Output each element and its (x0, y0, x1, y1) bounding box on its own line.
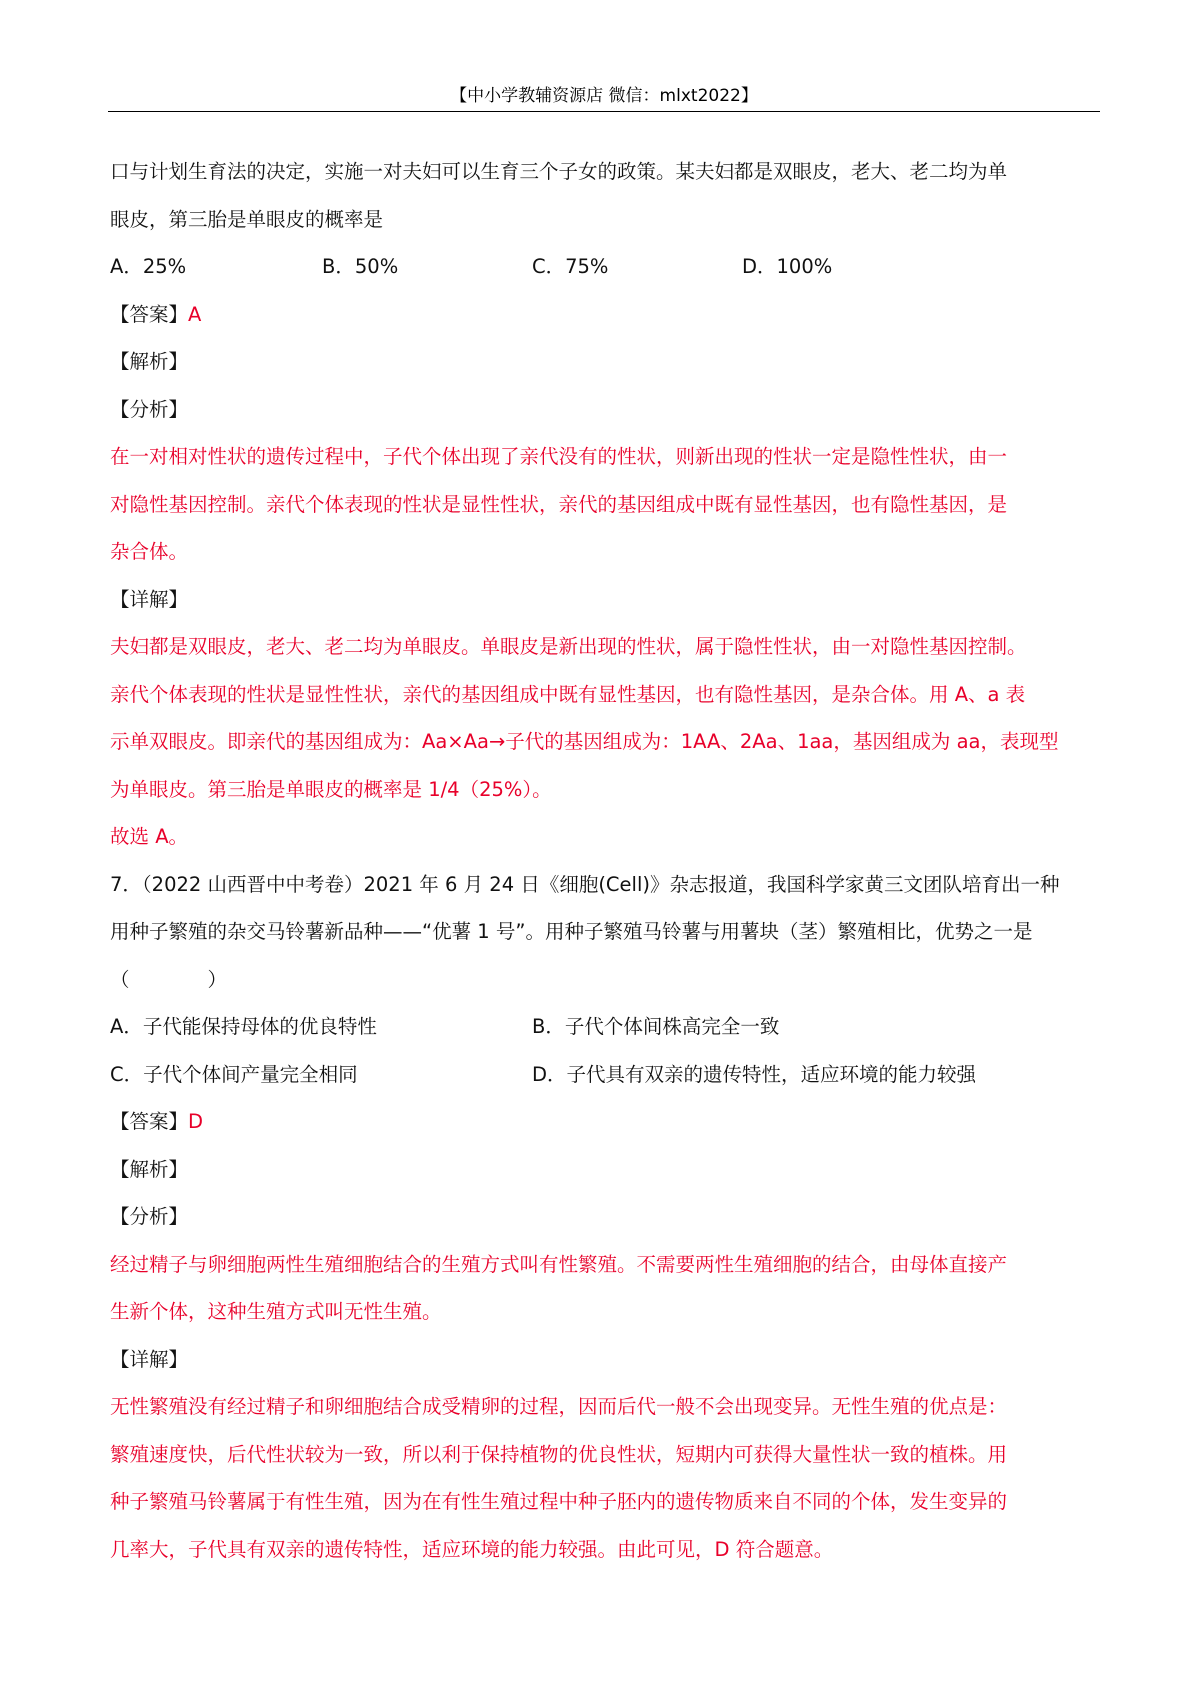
q6-xiangjie-line: 示单双眼皮。即亲代的基因组成为：Aa×Aa→子代的基因组成为：1AA、2Aa、1aa，基因组成为 aa，表现型 (110, 730, 1059, 753)
q7-options-row2 (110, 1051, 1100, 1099)
q6-options (110, 243, 1100, 291)
q6-fenxi-line: 对隐性基因控制。亲代个体表现的性状是显性性状，亲代的基因组成中既有显性基因，也有隐性基因，是 (110, 492, 1008, 516)
q7-xiangjie-line: 几率大，子代具有双亲的遗传特性，适应环境的能力较强。由此可见，D 符合题意。 (110, 1537, 834, 1561)
q7-fenxi-line: 经过精子与卵细胞两性生殖细胞结合的生殖方式叫有性繁殖。不需要两性生殖细胞的结合，由母体直接产 (110, 1252, 1008, 1276)
q7-stem-line: 7．（2022 山西晋中中考卷）2021 年 6 月 24 日《细胞(Cell)》杂志报道，我国科学家黄三文团队培育出一种 (110, 872, 1060, 896)
answer-value: D (188, 1110, 204, 1133)
q6-stem-line: 口与计划生育法的决定，实施一对夫妇可以生育三个子女的政策。某夫妇都是双眼皮，老大、老二均为单 (110, 160, 1008, 183)
q6-option-b: B．50% (322, 255, 399, 278)
q6-xiangjie-label: 【详解】 (110, 587, 189, 611)
q7-options-row1 (110, 1003, 1100, 1051)
q6-xiangjie-line: 亲代个体表现的性状是显性性状，亲代的基因组成中既有显性基因，也有隐性基因，是杂合体。用 A、a 表 (110, 682, 1026, 706)
answer-label: 【答案】 (110, 302, 189, 326)
q7-stem-line: （ ） (110, 967, 228, 991)
q6-stem-line: 眼皮，第三胎是单眼皮的概率是 (110, 207, 384, 231)
q7-option-b: B．子代个体间株高完全一致 (532, 1015, 780, 1038)
q7-answer (110, 1098, 1100, 1146)
q6-fenxi-label: 【分析】 (110, 397, 189, 421)
q7-option-a: A．子代能保持母体的优良特性 (110, 1015, 377, 1038)
q7-analysis-label: 【解析】 (110, 1157, 189, 1181)
q6-option-a: A．25% (110, 255, 187, 278)
q6-option-c: C．75% (532, 255, 609, 278)
q6-answer (110, 291, 1100, 339)
q6-xiangjie-line: 夫妇都是双眼皮，老大、老二均为单眼皮。单眼皮是新出现的性状，属于隐性性状，由一对隐性基因控制。 (110, 635, 1027, 658)
q7-xiangjie-line: 种子繁殖马铃薯属于有性生殖，因为在有性生殖过程中种子胚内的遗传物质来自不同的个体，发生变异的 (110, 1490, 1008, 1513)
q6-option-d: D．100% (742, 255, 833, 278)
document-body (110, 148, 1100, 1573)
header-rule (108, 111, 1100, 112)
q6-xiangjie-line: 为单眼皮。第三胎是单眼皮的概率是 1/4（25%）。 (110, 777, 552, 801)
page-header: 【中小学教辅资源店 微信：mlxt2022】 (450, 86, 758, 106)
answer-label: 【答案】 (110, 1110, 189, 1133)
q6-conclusion: 故选 A。 (110, 825, 189, 848)
q7-stem-line: 用种子繁殖的杂交马铃薯新品种——“优薯 1 号”。用种子繁殖马铃薯与用薯块（茎）繁殖相比，优势之一是 (110, 920, 1033, 943)
q7-xiangjie-label: 【详解】 (110, 1347, 189, 1371)
q7-xiangjie-line: 繁殖速度快，后代性状较为一致，所以利于保持植物的优良性状，短期内可获得大量性状一致的植株。用 (110, 1442, 1008, 1466)
q6-fenxi-line: 在一对相对性状的遗传过程中，子代个体出现了亲代没有的性状，则新出现的性状一定是隐性性状，由一 (110, 445, 1008, 468)
q7-option-d: D．子代具有双亲的遗传特性，适应环境的能力较强 (532, 1062, 977, 1086)
q7-option-c: C．子代个体间产量完全相同 (110, 1062, 358, 1086)
q6-analysis-label: 【解析】 (110, 350, 189, 373)
q7-xiangjie-line: 无性繁殖没有经过精子和卵细胞结合成受精卵的过程，因而后代一般不会出现变异。无性生殖的优点是： (110, 1395, 1008, 1418)
q7-fenxi-line: 生新个体，这种生殖方式叫无性生殖。 (110, 1300, 442, 1323)
q6-fenxi-line: 杂合体。 (110, 540, 189, 563)
q7-fenxi-label: 【分析】 (110, 1205, 189, 1228)
answer-value: A (188, 302, 202, 326)
